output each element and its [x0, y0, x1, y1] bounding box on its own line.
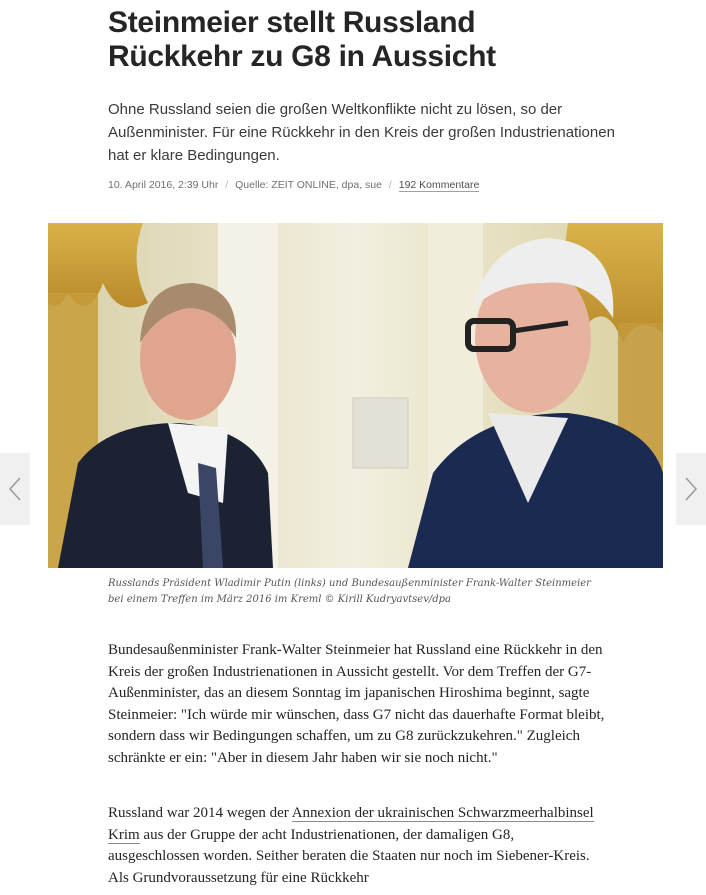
previous-article-button[interactable] [0, 453, 30, 525]
article-meta [108, 178, 648, 192]
headline-line-2: Rückkehr zu G8 in Aussicht [108, 40, 496, 73]
chevron-left-icon [8, 476, 22, 502]
caption-line-1: Russlands Präsident Wladimir Putin (links) und Bundesaußenminister Frank-Walter Steinmeier [108, 578, 591, 589]
headline-line-1: Steinmeier stellt Russland [108, 6, 476, 39]
article-headline [108, 6, 668, 74]
next-article-button[interactable] [676, 453, 706, 525]
caption-line-2: bei einem Treffen im März 2016 im Kreml © Kirill Kudryavtsev/dpa [108, 594, 452, 605]
comments-link[interactable]: 192 Kommentare [398, 179, 480, 191]
article-source: Quelle: ZEIT ONLINE, dpa, sue [235, 179, 382, 191]
publish-date: 10. April 2016, 2:39 Uhr [108, 179, 219, 191]
chevron-right-icon [684, 476, 698, 502]
article-paragraph-1: Bundesaußenminister Frank-Walter Steinmeier hat Russland eine Rückkehr in den Kreis der großen Industrienationen in Aussicht gestellt. Vor dem Treffen der G7-Außenminister, das an diesem Sonntag im japanischen Hiroshima beginnt, sagte Steinmeier: "Ich würde mir wünschen, dass G7 nicht das dauerhafte Format bleibt, sondern dass wir Bedingungen schaffen, um zu G8 zurückzukehren." Zugleich schränkte er ein: "Aber in diesem Jahr haben wir sie noch nicht." [108, 642, 605, 766]
meta-separator: / [225, 179, 229, 191]
article-summary: Ohne Russland seien die großen Weltkonflikte nicht zu lösen, so der Außenminister. Für eine Rückkehr in den Kreis der großen Industrienationen hat er klare Bedingungen. [108, 101, 615, 164]
article-paragraph-2 [108, 803, 608, 889]
crimea-annexation-link[interactable]: Annexion der ukrainischen Schwarzmeerhalbinsel Krim [108, 805, 594, 843]
paragraph-2-after-link: aus der Gruppe der acht Industrienationen, der damaligen G8, ausgeschlossen worden. Seither beraten die Staaten nur noch im Siebener-Kreis. Als Grundvoraussetzung für eine Rückkehr [108, 826, 590, 886]
meta-separator: / [388, 179, 392, 191]
image-caption [108, 576, 628, 608]
photo-putin-steinmeier [48, 223, 663, 568]
paragraph-2-before-link: Russland war 2014 wegen der [108, 805, 292, 821]
article-image[interactable] [48, 223, 663, 568]
